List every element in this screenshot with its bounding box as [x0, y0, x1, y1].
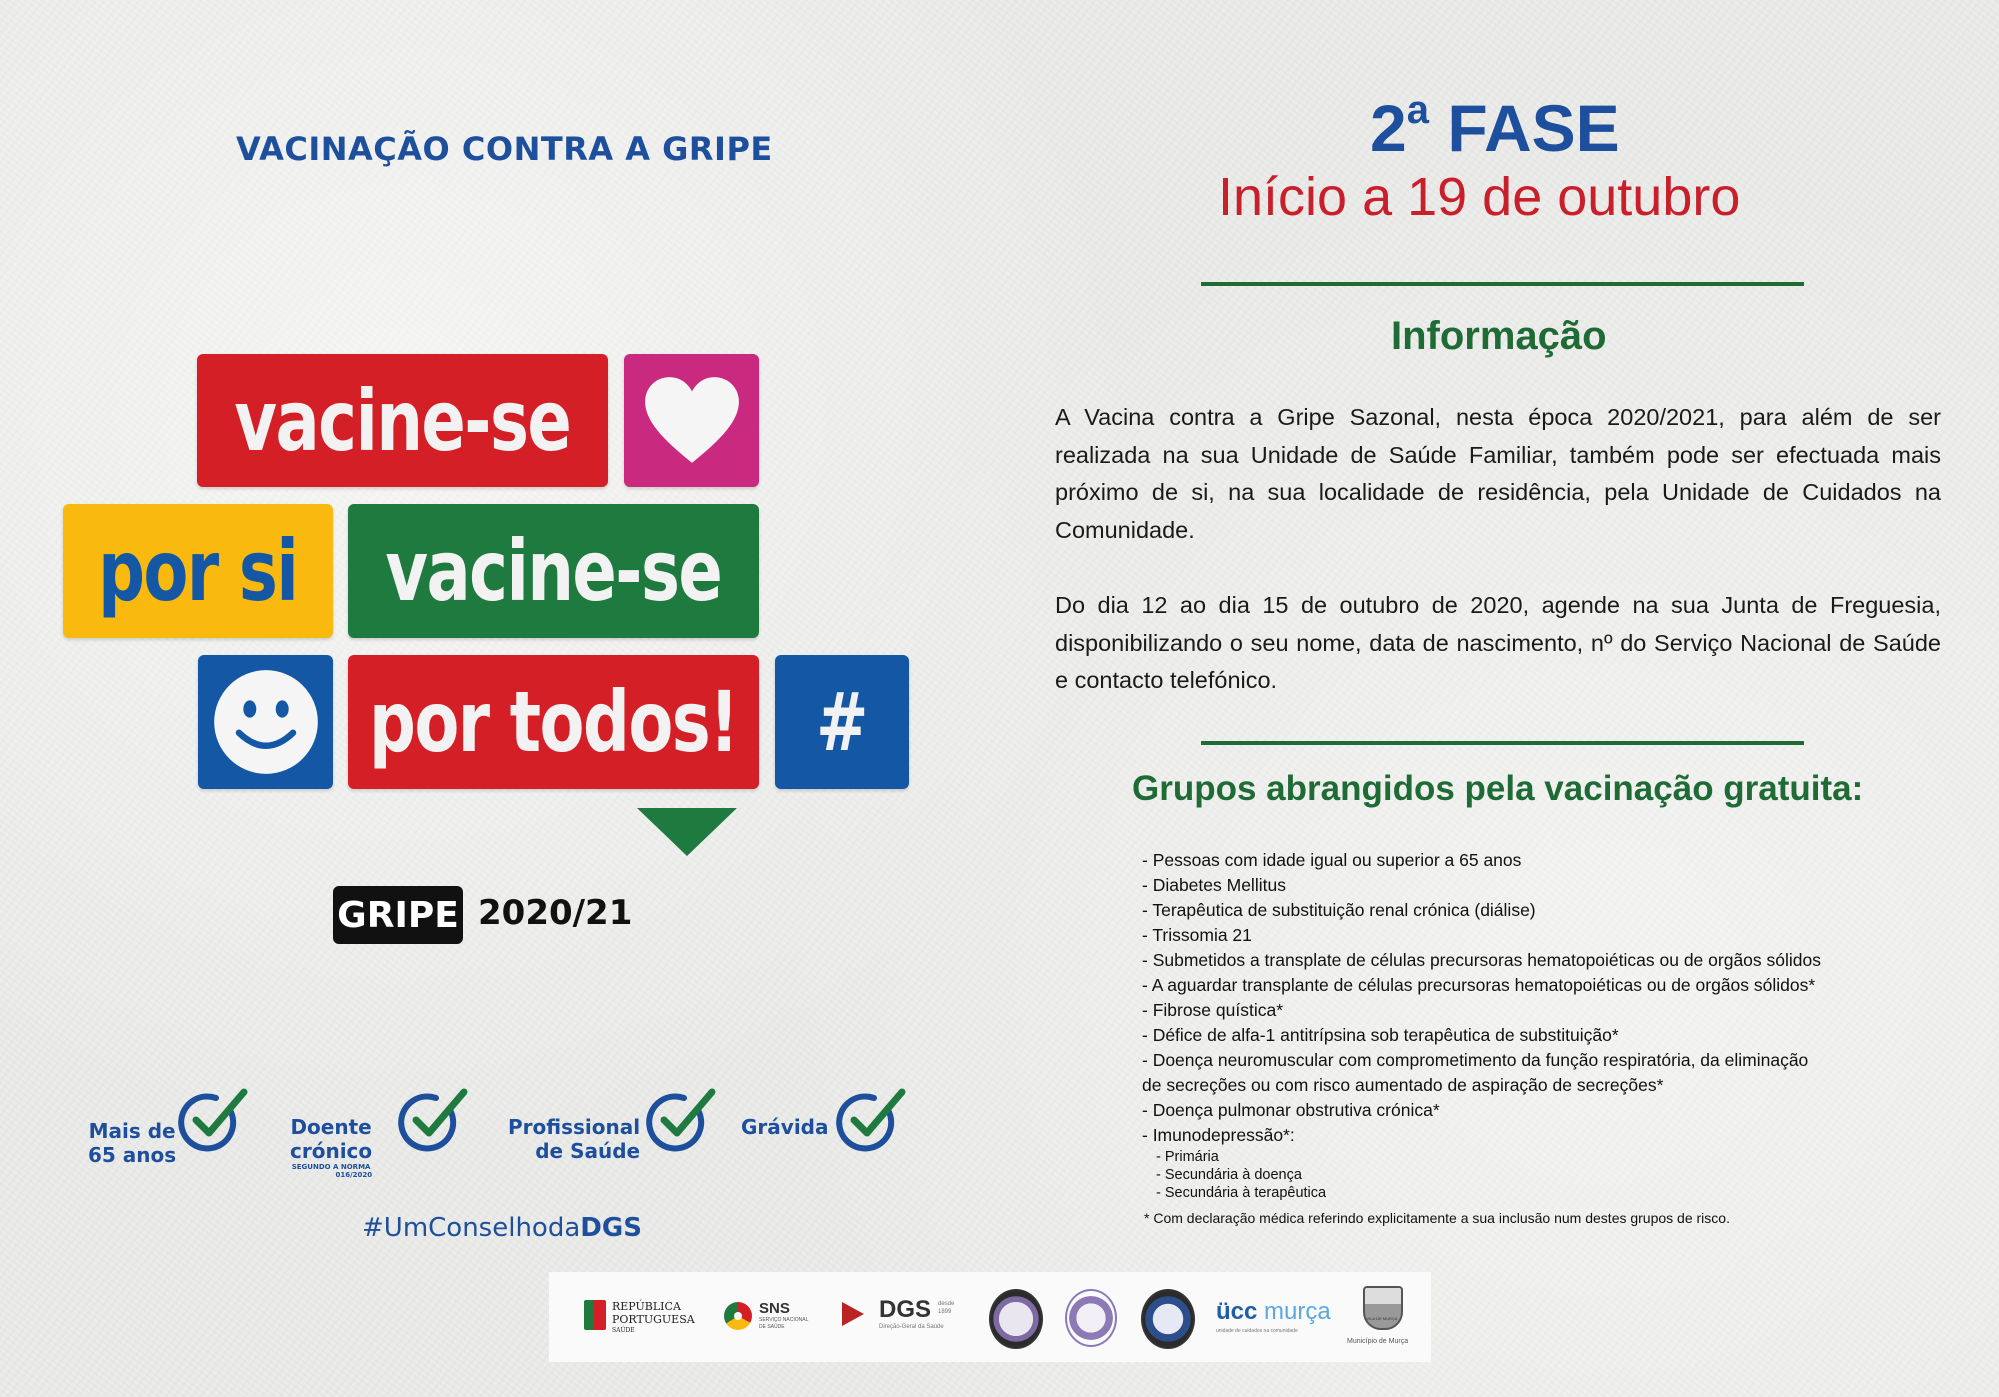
poster-title: VACINAÇÃO CONTRA A GRIPE: [236, 130, 773, 168]
heart-icon: [641, 375, 743, 467]
down-arrow-icon: [637, 808, 737, 856]
republica-logo-text: REPÚBLICA PORTUGUESA SAÚDE: [612, 1300, 695, 1334]
list-item: - Défice de alfa-1 antitrípsina sob terapêutica de substituição*: [1142, 1025, 1619, 1045]
hashtag: #UmConselhodaDGS: [362, 1213, 642, 1243]
tile-por-si-text: por si: [98, 522, 298, 620]
municipio-crest-text: VILA DE MURÇA: [1366, 1316, 1398, 1321]
hash-icon: #: [816, 675, 868, 769]
list-subitem: - Secundária à doença: [1156, 1167, 1302, 1183]
phase-title: 2$^a$ FASE: [1370, 88, 1620, 165]
municipio-crest-icon: [1363, 1286, 1403, 1330]
info-paragraph-1: A Vacina contra a Gripe Sazonal, nesta época 2020/2021, para além de ser realizada na sua Unidade de Saúde Familiar, também pode ser efectuada mais próximo de si, na sua localidade de residência, pela Unidade de Cuidados na Comunidade.: [1055, 404, 1941, 543]
seal-emblem-icon: [989, 1289, 1043, 1349]
divider: [1201, 282, 1804, 286]
section-title-informacao: Informação: [1391, 314, 1607, 358]
list-item: - Submetidos a transplate de células precursoras hematopoiéticas ou de orgãos sólidos: [1142, 950, 1821, 970]
tile-por-todos: [348, 655, 759, 789]
list-item: - Pessoas com idade igual ou superior a 65 anos: [1142, 850, 1522, 870]
tile-vacine-se-middle-text: vacine-se: [385, 522, 722, 620]
sns-logo-dot: [734, 1312, 742, 1320]
info-paragraph-2: Do dia 12 ao dia 15 de outubro de 2020, agende na sua Junta de Freguesia, disponibilizando o seu nome, data de nascimento, nº do Serviço Nacional de Saúde e contacto telefónico.: [1055, 592, 1941, 693]
tile-smiley: [198, 655, 333, 789]
tile-vacine-se-top-text: vacine-se: [234, 371, 571, 470]
check-circle-icon: [396, 1086, 468, 1152]
check-circle-icon: [644, 1086, 716, 1152]
list-item: - Fibrose quística*: [1142, 1000, 1284, 1020]
tile-heart: [624, 354, 759, 487]
tile-por-si: [63, 504, 333, 638]
list-item: - Imunodepressão*:: [1142, 1125, 1295, 1145]
divider: [1201, 741, 1804, 745]
ucc-logo-text: ücc murça: [1216, 1298, 1331, 1325]
list-item: - Terapêutica de substituição renal crónica (diálise): [1142, 900, 1536, 920]
check-label-65: Mais de 65 anos: [88, 1119, 177, 1167]
smiley-icon: [212, 668, 320, 776]
dgs-logo-since: desde 1899: [938, 1301, 955, 1315]
dgs-logo-text: DGS: [879, 1296, 932, 1323]
tile-vacine-se-top: [197, 354, 608, 487]
seal-emblem-icon: [1141, 1289, 1195, 1349]
seal-emblem-icon: [1065, 1289, 1117, 1347]
check-circle-icon: [176, 1086, 248, 1152]
tile-vacine-se-middle: [348, 504, 759, 638]
check-label-profissional: Profissional de Saúde: [508, 1115, 641, 1163]
list-item: - Diabetes Mellitus: [1142, 875, 1286, 895]
sns-logo-text: SNS: [759, 1300, 790, 1317]
gripe-year: 2020/21: [478, 893, 633, 933]
gripe-badge: GRIPE: [333, 886, 463, 944]
republica-flag-icon: [584, 1300, 606, 1330]
logos-strip: [549, 1272, 1431, 1362]
dgs-logo-icon: [842, 1302, 864, 1326]
dgs-logo-sub: Direção-Geral da Saúde: [879, 1324, 944, 1330]
start-date: Início a 19 de outubro: [1218, 167, 1741, 227]
list-item: - Doença pulmonar obstrutiva crónica*: [1142, 1100, 1440, 1120]
groups-list: [1142, 848, 1821, 1202]
list-item: de secreções ou com risco aumentado de aspiração de secreções*: [1142, 1075, 1664, 1095]
check-label-cronico: Doente crónico SEGUNDO A NORMA 016/2020: [290, 1115, 373, 1179]
ucc-logo-sub: unidade de cuidados na comunidade: [1216, 1328, 1298, 1334]
list-subitem: - Secundária à terapêutica: [1156, 1185, 1327, 1201]
municipio-logo-text: Município de Murça: [1347, 1338, 1409, 1345]
sns-logo-sub: SERVIÇO NACIONAL DE SAÚDE: [759, 1317, 809, 1330]
list-subitem: - Primária: [1156, 1149, 1219, 1165]
list-item: - Doença neuromuscular com comprometimento da função respiratória, da eliminação: [1142, 1050, 1809, 1070]
check-label-gravida: Grávida: [741, 1115, 829, 1139]
footnote: * Com declaração médica referindo explicitamente a sua inclusão num destes grupos de risco.: [1144, 1210, 1730, 1226]
list-item: - A aguardar transplante de células precursoras hematopoiéticas ou de orgãos sólidos*: [1142, 975, 1816, 995]
list-item: - Trissomia 21: [1142, 925, 1252, 945]
tile-hash: [775, 655, 909, 789]
check-circle-icon: [834, 1086, 906, 1152]
section-title-grupos: Grupos abrangidos pela vacinação gratuita:: [1132, 769, 1864, 808]
tile-por-todos-text: por todos!: [369, 673, 738, 771]
